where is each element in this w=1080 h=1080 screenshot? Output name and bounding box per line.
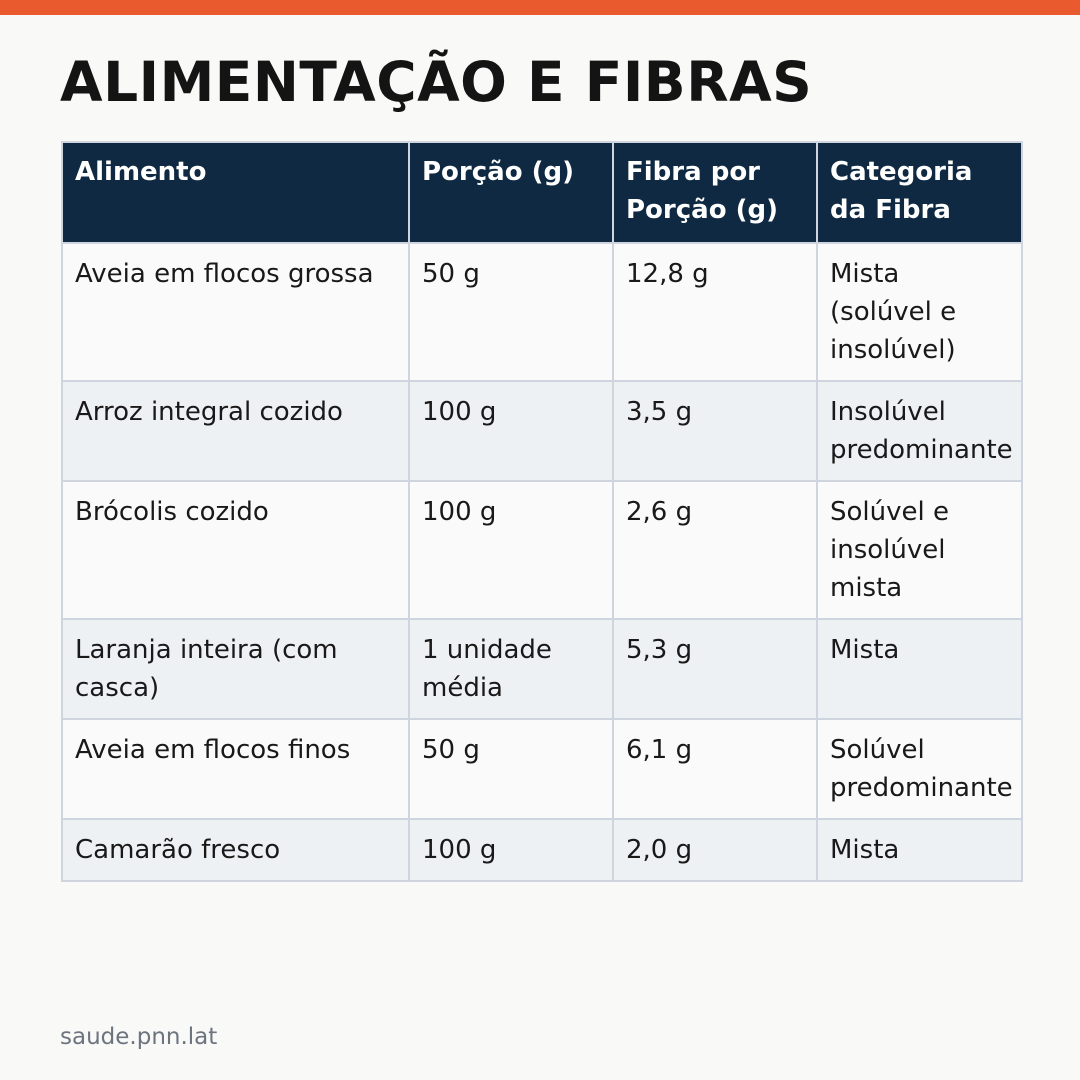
footer-source: saude.pnn.lat xyxy=(60,1024,218,1050)
cell-fibra: 5,3 g xyxy=(613,619,817,719)
cell-porcao: 50 g xyxy=(409,719,613,819)
cell-fibra: 12,8 g xyxy=(613,243,817,381)
cell-alimento: Laranja inteira (com casca) xyxy=(62,619,409,719)
header-fibra: Fibra por Porção (g) xyxy=(613,142,817,243)
accent-bar xyxy=(0,0,1080,15)
cell-porcao: 50 g xyxy=(409,243,613,381)
cell-alimento: Camarão fresco xyxy=(62,819,409,881)
table-row xyxy=(62,381,1022,481)
cell-categoria: Mista xyxy=(817,819,1022,881)
table-header-row xyxy=(62,142,1022,243)
page-title: ALIMENTAÇÃO E FIBRAS xyxy=(60,50,813,114)
cell-porcao: 1 unidade média xyxy=(409,619,613,719)
cell-alimento: Brócolis cozido xyxy=(62,481,409,619)
cell-porcao: 100 g xyxy=(409,819,613,881)
header-categoria: Categoria da Fibra xyxy=(817,142,1022,243)
fiber-table xyxy=(61,141,1023,882)
cell-porcao: 100 g xyxy=(409,381,613,481)
cell-categoria: Mista xyxy=(817,619,1022,719)
header-alimento: Alimento xyxy=(62,142,409,243)
cell-categoria: Insolúvel predominante xyxy=(817,381,1022,481)
header-porcao: Porção (g) xyxy=(409,142,613,243)
cell-fibra: 3,5 g xyxy=(613,381,817,481)
cell-categoria: Mista (solúvel e insolúvel) xyxy=(817,243,1022,381)
cell-categoria: Solúvel predominante xyxy=(817,719,1022,819)
cell-categoria: Solúvel e insolúvel mista xyxy=(817,481,1022,619)
table-row xyxy=(62,819,1022,881)
table-row xyxy=(62,619,1022,719)
cell-fibra: 2,0 g xyxy=(613,819,817,881)
table-row xyxy=(62,719,1022,819)
cell-porcao: 100 g xyxy=(409,481,613,619)
cell-fibra: 6,1 g xyxy=(613,719,817,819)
table-row xyxy=(62,243,1022,381)
cell-alimento: Arroz integral cozido xyxy=(62,381,409,481)
cell-alimento: Aveia em flocos finos xyxy=(62,719,409,819)
cell-alimento: Aveia em flocos grossa xyxy=(62,243,409,381)
cell-fibra: 2,6 g xyxy=(613,481,817,619)
table-row xyxy=(62,481,1022,619)
